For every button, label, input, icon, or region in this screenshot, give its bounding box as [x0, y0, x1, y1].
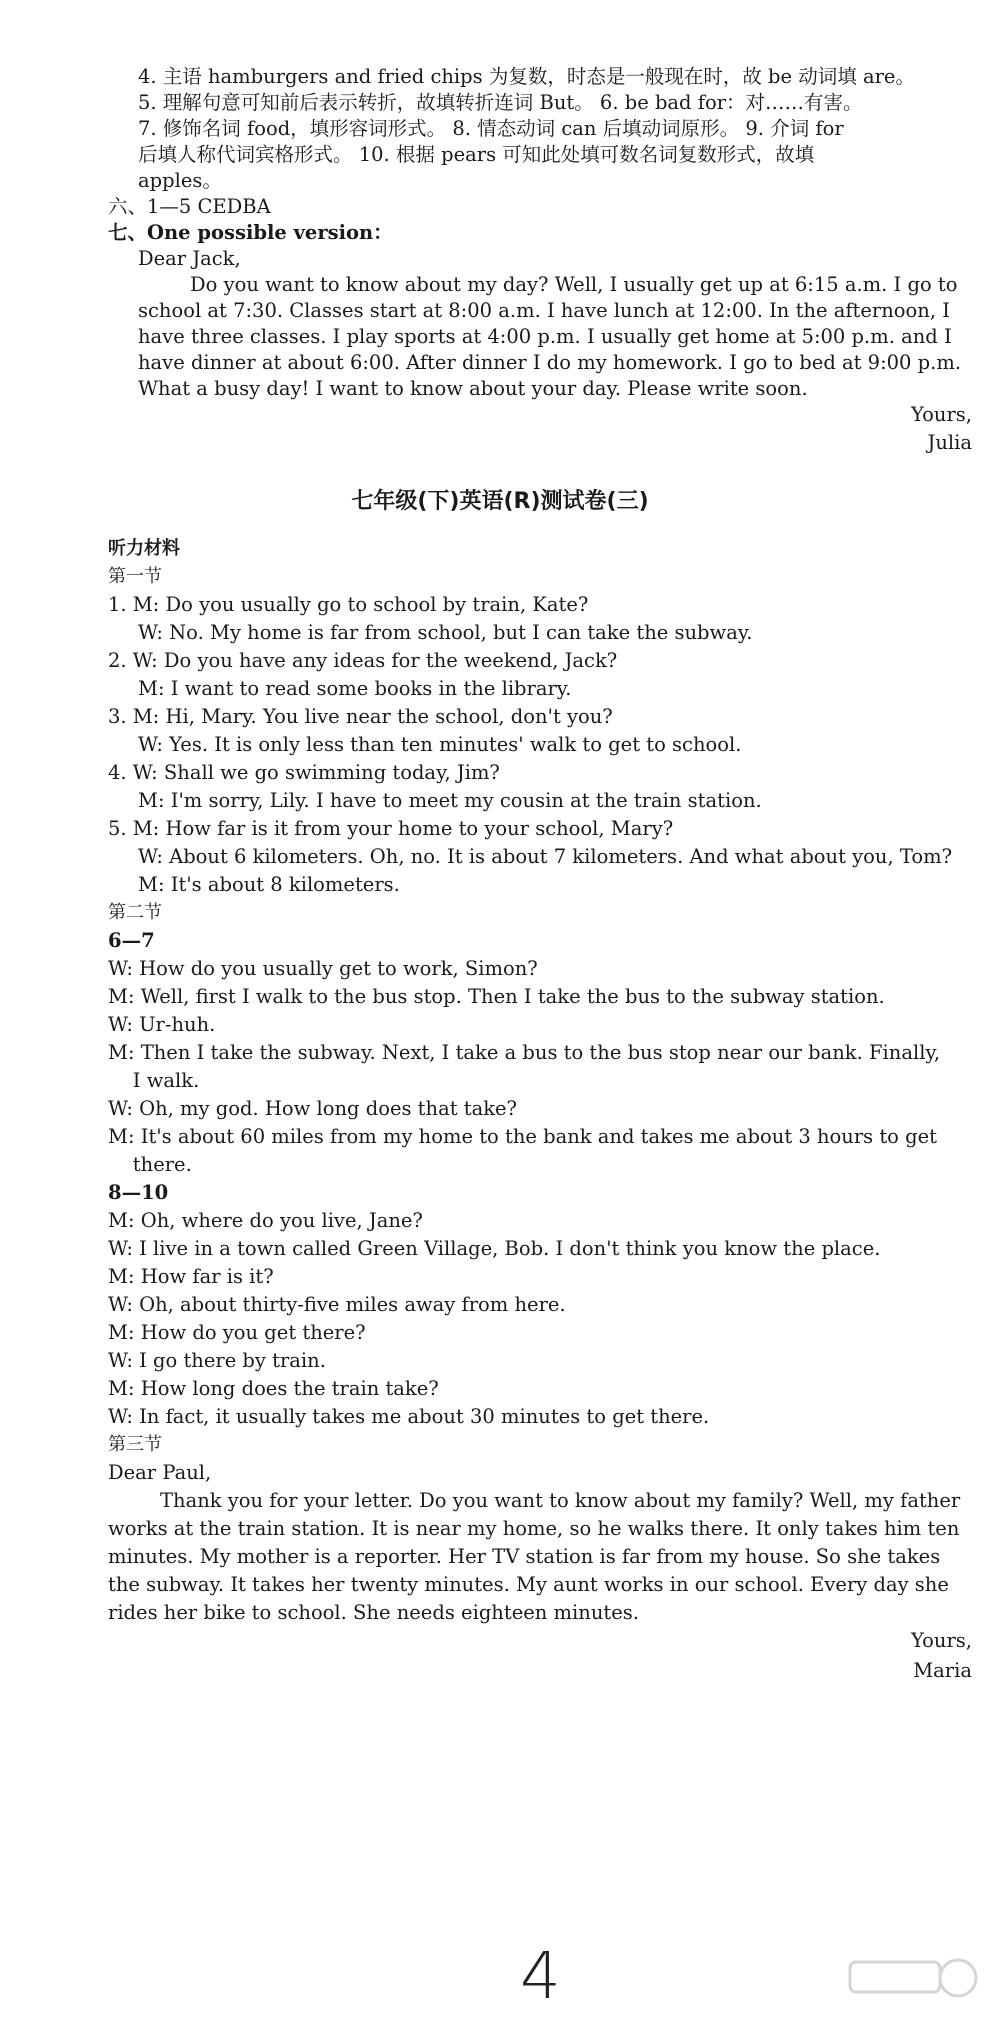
dialog-line: W: How do you usually get to work, Simon?	[108, 957, 538, 980]
dialog-line: W: No. My home is far from school, but I can take the subway.	[138, 621, 753, 644]
letter-line: have three classes. I play sports at 4:00 p.m. I usually get home at 5:00 p.m. and I	[138, 325, 952, 348]
letter-line: the subway. It takes her twenty minutes. My aunt works in our school. Every day she	[108, 1573, 949, 1596]
letter-closing: Yours,	[910, 403, 972, 426]
letter-line: school at 7:30. Classes start at 8:00 a.m. I have lunch at 12:00. In the afternoon, I	[138, 299, 950, 322]
dialog-line: W: Oh, about thirty-five miles away from here.	[108, 1293, 566, 1316]
section7-title: 七、One possible version：	[108, 221, 393, 244]
dialog-line: M: Oh, where do you live, Jane?	[108, 1209, 423, 1232]
watermark-logo	[840, 1950, 990, 2020]
dialog-line: M: It's about 60 miles from my home to the bank and takes me about 3 hours to get	[108, 1125, 937, 1148]
dialog-line: 4. W: Shall we go swimming today, Jim?	[108, 761, 500, 784]
dialog-line: M: I'm sorry, Lily. I have to meet my cousin at the train station.	[138, 789, 762, 812]
dialog-line: M: It's about 8 kilometers.	[138, 873, 400, 896]
note-line: 4. 主语 hamburgers and fried chips 为复数，时态是一般现在时，故 be 动词填 are。	[138, 65, 915, 88]
letter-line: have dinner at about 6:00. After dinner I do my homework. I go to bed at 9:00 p.m.	[138, 351, 962, 374]
note-line: 5. 理解句意可知前后表示转折，故填转折连词 But。 6. be bad for：对……有害。	[138, 91, 863, 114]
group-label: 8—10	[108, 1181, 169, 1204]
test-title: 七年级(下)英语(R)测试卷(三)	[351, 489, 649, 514]
group-label: 6—7	[108, 929, 155, 952]
part3-label: 第三节	[108, 1434, 162, 1455]
letter-greeting: Dear Paul,	[108, 1461, 212, 1484]
letter-line: Do you want to know about my day? Well, I usually get up at 6:15 a.m. I go to	[190, 273, 958, 296]
letter-signature: Maria	[913, 1659, 972, 1682]
note-line: 7. 修饰名词 food，填形容词形式。 8. 情态动词 can 后填动词原形。 9. 介词 for	[138, 117, 844, 140]
dialog-line: M: How far is it?	[108, 1265, 274, 1288]
dialog-line: I walk.	[108, 1069, 200, 1092]
letter-line: What a busy day! I want to know about your day. Please write soon.	[138, 377, 808, 400]
dialog-line: 5. M: How far is it from your home to your school, Mary?	[108, 817, 674, 840]
dialog-line: M: How long does the train take?	[108, 1377, 439, 1400]
letter-signature: Julia	[927, 431, 972, 454]
section6-answers: 六、1—5 CEDBA	[108, 195, 271, 218]
dialog-line: W: In fact, it usually takes me about 30 minutes to get there.	[108, 1405, 710, 1428]
dialog-line: M: I want to read some books in the library.	[138, 677, 572, 700]
dialog-line: M: How do you get there?	[108, 1321, 366, 1344]
part1-label: 第一节	[108, 566, 162, 587]
dialog-line: 2. W: Do you have any ideas for the weekend, Jack?	[108, 649, 618, 672]
dialog-line: W: Oh, my god. How long does that take?	[108, 1097, 518, 1120]
letter-greeting: Dear Jack,	[138, 247, 241, 270]
listening-title: 听力材料	[108, 538, 180, 559]
part2-label: 第二节	[108, 902, 162, 923]
dialog-line: W: Ur-huh.	[108, 1013, 216, 1036]
dialog-line: there.	[108, 1153, 192, 1176]
dialog-line: W: I live in a town called Green Village, Bob. I don't think you know the place.	[108, 1237, 881, 1260]
note-line: 后填人称代词宾格形式。 10. 根据 pears 可知此处填可数名词复数形式，故填	[138, 143, 815, 166]
letter-closing: Yours,	[910, 1629, 972, 1652]
note-line: apples。	[138, 169, 222, 192]
dialog-line: W: About 6 kilometers. Oh, no. It is about 7 kilometers. And what about you, Tom?	[138, 845, 953, 868]
letter-line: minutes. My mother is a reporter. Her TV station is far from my house. So she takes	[108, 1545, 941, 1568]
letter-line: rides her bike to school. She needs eighteen minutes.	[108, 1601, 639, 1624]
dialog-line: W: Yes. It is only less than ten minutes' walk to get to school.	[138, 733, 742, 756]
letter-line: works at the train station. It is near my home, so he walks there. It only takes him ten	[108, 1517, 960, 1540]
handwritten-page-number: 4	[520, 1940, 561, 2014]
dialog-line: 1. M: Do you usually go to school by train, Kate?	[108, 593, 589, 616]
dialog-line: 3. M: Hi, Mary. You live near the school, don't you?	[108, 705, 613, 728]
dialog-line: M: Well, first I walk to the bus stop. Then I take the bus to the subway station.	[108, 985, 885, 1008]
letter-line: Thank you for your letter. Do you want to know about my family? Well, my father	[160, 1489, 961, 1512]
dialog-line: W: I go there by train.	[108, 1349, 326, 1372]
dialog-line: M: Then I take the subway. Next, I take a bus to the bus stop near our bank. Finally,	[108, 1041, 941, 1064]
